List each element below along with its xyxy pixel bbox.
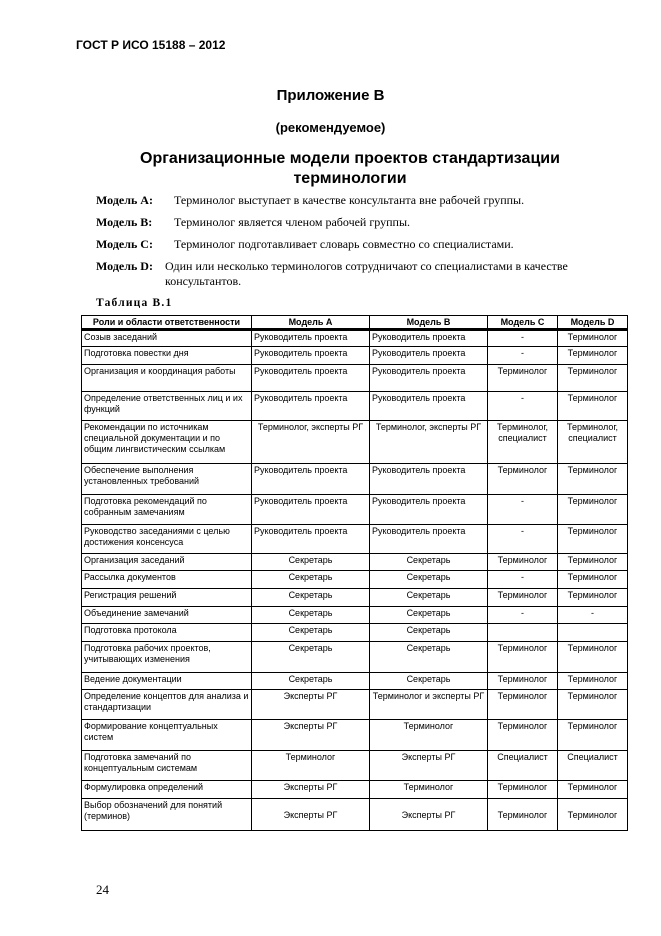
table-cell: Терминолог — [558, 554, 628, 571]
table-cell: Подготовка протокола — [82, 624, 252, 642]
table-cell — [488, 624, 558, 642]
table-cell: Руководитель проекта — [252, 525, 370, 554]
table-cell: Секретарь — [252, 624, 370, 642]
table-cell: Секретарь — [370, 642, 488, 673]
table-row — [82, 495, 628, 525]
table-cell: Терминолог — [558, 720, 628, 751]
model-text: Терминолог подготавливает словарь совместно со специалистами. — [174, 237, 514, 251]
table-cell: Секретарь — [370, 673, 488, 690]
table-cell: Терминолог — [488, 464, 558, 495]
table-row — [82, 799, 628, 831]
table-cell: Созыв заседаний — [82, 330, 252, 347]
roles-table — [81, 315, 628, 831]
table-cell: Рассылка документов — [82, 571, 252, 589]
page-number: 24 — [96, 882, 109, 897]
table-caption: Таблица В.1 — [96, 297, 173, 309]
table-cell: Руководитель проекта — [252, 330, 370, 347]
table-cell: Секретарь — [252, 589, 370, 607]
table-cell: Подготовка рекомендаций по собранным замечаниям — [82, 495, 252, 525]
column-header: Роли и области ответственности — [82, 316, 252, 330]
column-header: Модель С — [488, 316, 558, 330]
table-row — [82, 642, 628, 673]
table-row — [82, 392, 628, 421]
annex-subtitle: (рекомендуемое) — [275, 120, 386, 135]
table-cell: - — [488, 330, 558, 347]
table-row — [82, 720, 628, 751]
table-cell: Организация и координация работы — [82, 365, 252, 392]
table-cell: Эксперты РГ — [370, 799, 488, 831]
table-cell: Руководитель проекта — [252, 365, 370, 392]
model-label: Модель В: — [96, 215, 153, 229]
table-cell: Рекомендации по источникам специальной документации и по общим лингвистическим ссылкам — [82, 421, 252, 464]
table-cell: Подготовка рабочих проектов, учитывающих изменения — [82, 642, 252, 673]
table-cell: Терминолог, эксперты РГ — [252, 421, 370, 464]
model-list — [96, 193, 576, 296]
table-cell: - — [488, 392, 558, 421]
table-cell: Терминолог — [558, 781, 628, 799]
table-cell: Руководитель проекта — [370, 464, 488, 495]
document-header: ГОСТ Р ИСО 15188 – 2012 — [76, 38, 226, 52]
table-cell: Терминолог — [488, 589, 558, 607]
table-cell: Подготовка повестки дня — [82, 347, 252, 365]
table-cell: Терминолог и эксперты РГ — [370, 690, 488, 720]
table-cell: Обеспечение выполнения установленных требований — [82, 464, 252, 495]
table-cell: Специалист — [558, 751, 628, 781]
table-cell: Терминолог — [558, 799, 628, 831]
table-cell: Секретарь — [370, 589, 488, 607]
annex-title: Приложение В — [276, 87, 385, 104]
model-text: Один или несколько терминологов сотрудничают со специалистами в качестве консультантов. — [165, 259, 568, 288]
model-a — [96, 193, 576, 208]
table-cell: Руководство заседаниями с целью достижения консенсуса — [82, 525, 252, 554]
table-row — [82, 690, 628, 720]
table-cell: Определение концептов для анализа и стандартизации — [82, 690, 252, 720]
table-cell: Эксперты РГ — [252, 781, 370, 799]
table-cell: Секретарь — [370, 624, 488, 642]
table-cell: Руководитель проекта — [370, 525, 488, 554]
table-row — [82, 589, 628, 607]
table-cell: Руководитель проекта — [370, 347, 488, 365]
table-cell: Секретарь — [252, 607, 370, 624]
table-cell — [558, 624, 628, 642]
table-row — [82, 554, 628, 571]
table-cell: - — [488, 571, 558, 589]
model-b — [96, 215, 576, 230]
model-label: Модель D: — [96, 259, 153, 273]
table-cell: Терминолог — [252, 751, 370, 781]
column-header: Модель D — [558, 316, 628, 330]
table-cell: Секретарь — [252, 554, 370, 571]
table-cell: Терминолог, эксперты РГ — [370, 421, 488, 464]
column-header: Модель А — [252, 316, 370, 330]
table-row — [82, 347, 628, 365]
table-cell: Секретарь — [370, 607, 488, 624]
table-row — [82, 330, 628, 347]
table-cell: Регистрация решений — [82, 589, 252, 607]
table-cell: Формирование концептуальных систем — [82, 720, 252, 751]
table-row — [82, 571, 628, 589]
model-text: Терминолог является членом рабочей группы. — [174, 215, 411, 229]
table-cell: Руководитель проекта — [370, 365, 488, 392]
model-label: Модель С: — [96, 237, 153, 251]
table-cell: - — [558, 607, 628, 624]
table-cell: Терминолог — [558, 690, 628, 720]
table-cell: Руководитель проекта — [252, 464, 370, 495]
table-cell: Терминолог — [558, 673, 628, 690]
table-cell: Специалист — [488, 751, 558, 781]
table-cell: Терминолог — [558, 642, 628, 673]
table-cell: Терминолог — [558, 495, 628, 525]
table-row — [82, 365, 628, 392]
table-cell: Руководитель проекта — [252, 392, 370, 421]
table-cell: Руководитель проекта — [252, 495, 370, 525]
table-cell: - — [488, 525, 558, 554]
table-cell: Терминолог — [558, 464, 628, 495]
table-cell: Эксперты РГ — [370, 751, 488, 781]
table-cell: Терминолог — [558, 330, 628, 347]
table-cell: Терминолог — [488, 673, 558, 690]
table-cell: Секретарь — [370, 554, 488, 571]
table-cell: Терминолог — [488, 642, 558, 673]
model-c — [96, 237, 576, 252]
table-row — [82, 673, 628, 690]
table-row — [82, 751, 628, 781]
table-cell: - — [488, 347, 558, 365]
table-row — [82, 624, 628, 642]
table-cell: Выбор обозначений для понятий (терминов) — [82, 799, 252, 831]
table-cell: Терминолог — [488, 690, 558, 720]
table-body — [82, 330, 628, 831]
table-cell: Терминолог — [558, 571, 628, 589]
table-cell: Руководитель проекта — [370, 392, 488, 421]
column-header: Модель В — [370, 316, 488, 330]
table-cell: Организация заседаний — [82, 554, 252, 571]
table-cell: Эксперты РГ — [252, 720, 370, 751]
table-cell: Эксперты РГ — [252, 799, 370, 831]
table-row — [82, 781, 628, 799]
table-header-row — [82, 316, 628, 330]
table-cell: - — [488, 607, 558, 624]
model-label: Модель А: — [96, 193, 153, 207]
table-cell: - — [488, 495, 558, 525]
table-cell: Объединение замечаний — [82, 607, 252, 624]
model-text: Терминолог выступает в качестве консультанта вне рабочей группы. — [174, 193, 525, 207]
table-cell: Терминолог — [370, 720, 488, 751]
table-cell: Терминолог — [488, 720, 558, 751]
table-cell: Терминолог — [488, 799, 558, 831]
table-cell: Терминолог — [488, 554, 558, 571]
table-row — [82, 607, 628, 624]
table-row — [82, 421, 628, 464]
table-row — [82, 464, 628, 495]
table-cell: Терминолог, специалист — [488, 421, 558, 464]
table-cell: Терминолог — [488, 781, 558, 799]
table-row — [82, 525, 628, 554]
table-cell: Руководитель проекта — [252, 347, 370, 365]
annex-heading: Организационные модели проектов стандартизации терминологии — [140, 150, 560, 187]
table-cell: Терминолог — [558, 365, 628, 392]
table-cell: Терминолог — [558, 392, 628, 421]
table-cell: Руководитель проекта — [370, 330, 488, 347]
table-cell: Терминолог — [558, 589, 628, 607]
table-cell: Подготовка замечаний по концептуальным системам — [82, 751, 252, 781]
table-cell: Терминолог — [370, 781, 488, 799]
table-cell: Терминолог — [558, 525, 628, 554]
table-cell: Терминолог — [488, 365, 558, 392]
table-cell: Терминолог — [558, 347, 628, 365]
table-cell: Руководитель проекта — [370, 495, 488, 525]
table-cell: Секретарь — [252, 642, 370, 673]
table-cell: Секретарь — [370, 571, 488, 589]
table-cell: Секретарь — [252, 673, 370, 690]
table-cell: Эксперты РГ — [252, 690, 370, 720]
table-cell: Определение ответственных лиц и их функций — [82, 392, 252, 421]
table-cell: Ведение документации — [82, 673, 252, 690]
table-cell: Секретарь — [252, 571, 370, 589]
model-d — [96, 259, 576, 289]
table-cell: Терминолог, специалист — [558, 421, 628, 464]
table-cell: Формулировка определений — [82, 781, 252, 799]
